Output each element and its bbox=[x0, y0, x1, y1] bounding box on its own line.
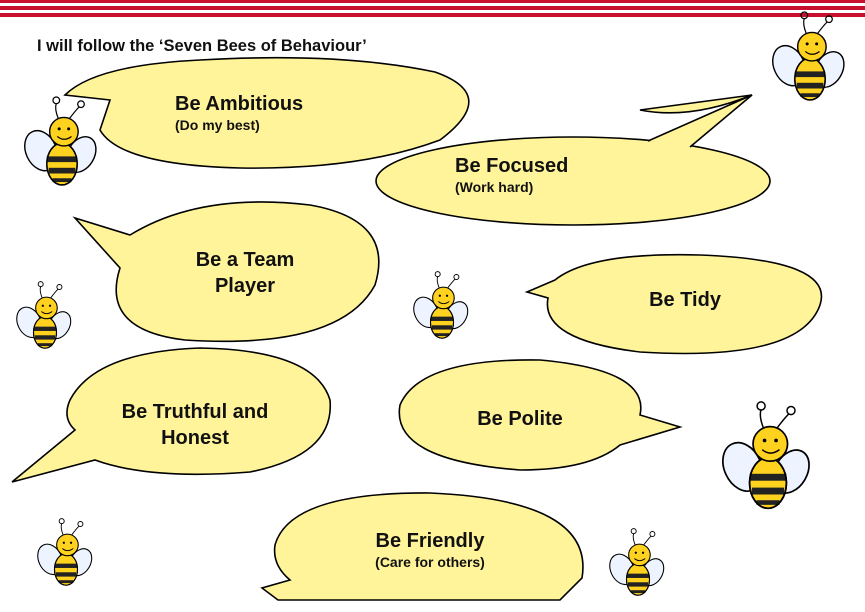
bubble-title: Be Friendly bbox=[375, 530, 485, 552]
bee-icon bbox=[766, 12, 850, 100]
bee-icon bbox=[409, 272, 472, 339]
bubble-tidy bbox=[600, 289, 770, 313]
bubble-title: Be Ambitious bbox=[175, 93, 304, 115]
bubble-title: Be Tidy bbox=[649, 289, 721, 311]
bee-icon bbox=[33, 519, 96, 586]
bubble-polite bbox=[440, 408, 600, 432]
bubble-subtitle: (Work hard) bbox=[455, 178, 534, 195]
bee-icon bbox=[18, 97, 102, 185]
bubble-title: Be Focused bbox=[455, 155, 569, 177]
bubble-ambitious bbox=[150, 93, 350, 133]
bubble-focused bbox=[455, 155, 655, 195]
bubble-title: Be Truthful and Honest bbox=[121, 401, 269, 449]
bubble-friendly bbox=[320, 530, 540, 570]
bee-icon bbox=[715, 402, 816, 508]
page-title: I will follow the ‘Seven Bees of Behaviour’ bbox=[37, 37, 367, 55]
bubble-subtitle: (Care for others) bbox=[375, 553, 485, 570]
bubble-team-player bbox=[170, 247, 320, 299]
bubble-title: Be a Team Player bbox=[195, 249, 295, 297]
bubble-subtitle: (Do my best) bbox=[175, 116, 260, 133]
bubble-title: Be Polite bbox=[477, 408, 563, 430]
bubble-truthful bbox=[95, 399, 295, 451]
bee-icon bbox=[12, 282, 75, 349]
bee-icon bbox=[605, 529, 668, 596]
